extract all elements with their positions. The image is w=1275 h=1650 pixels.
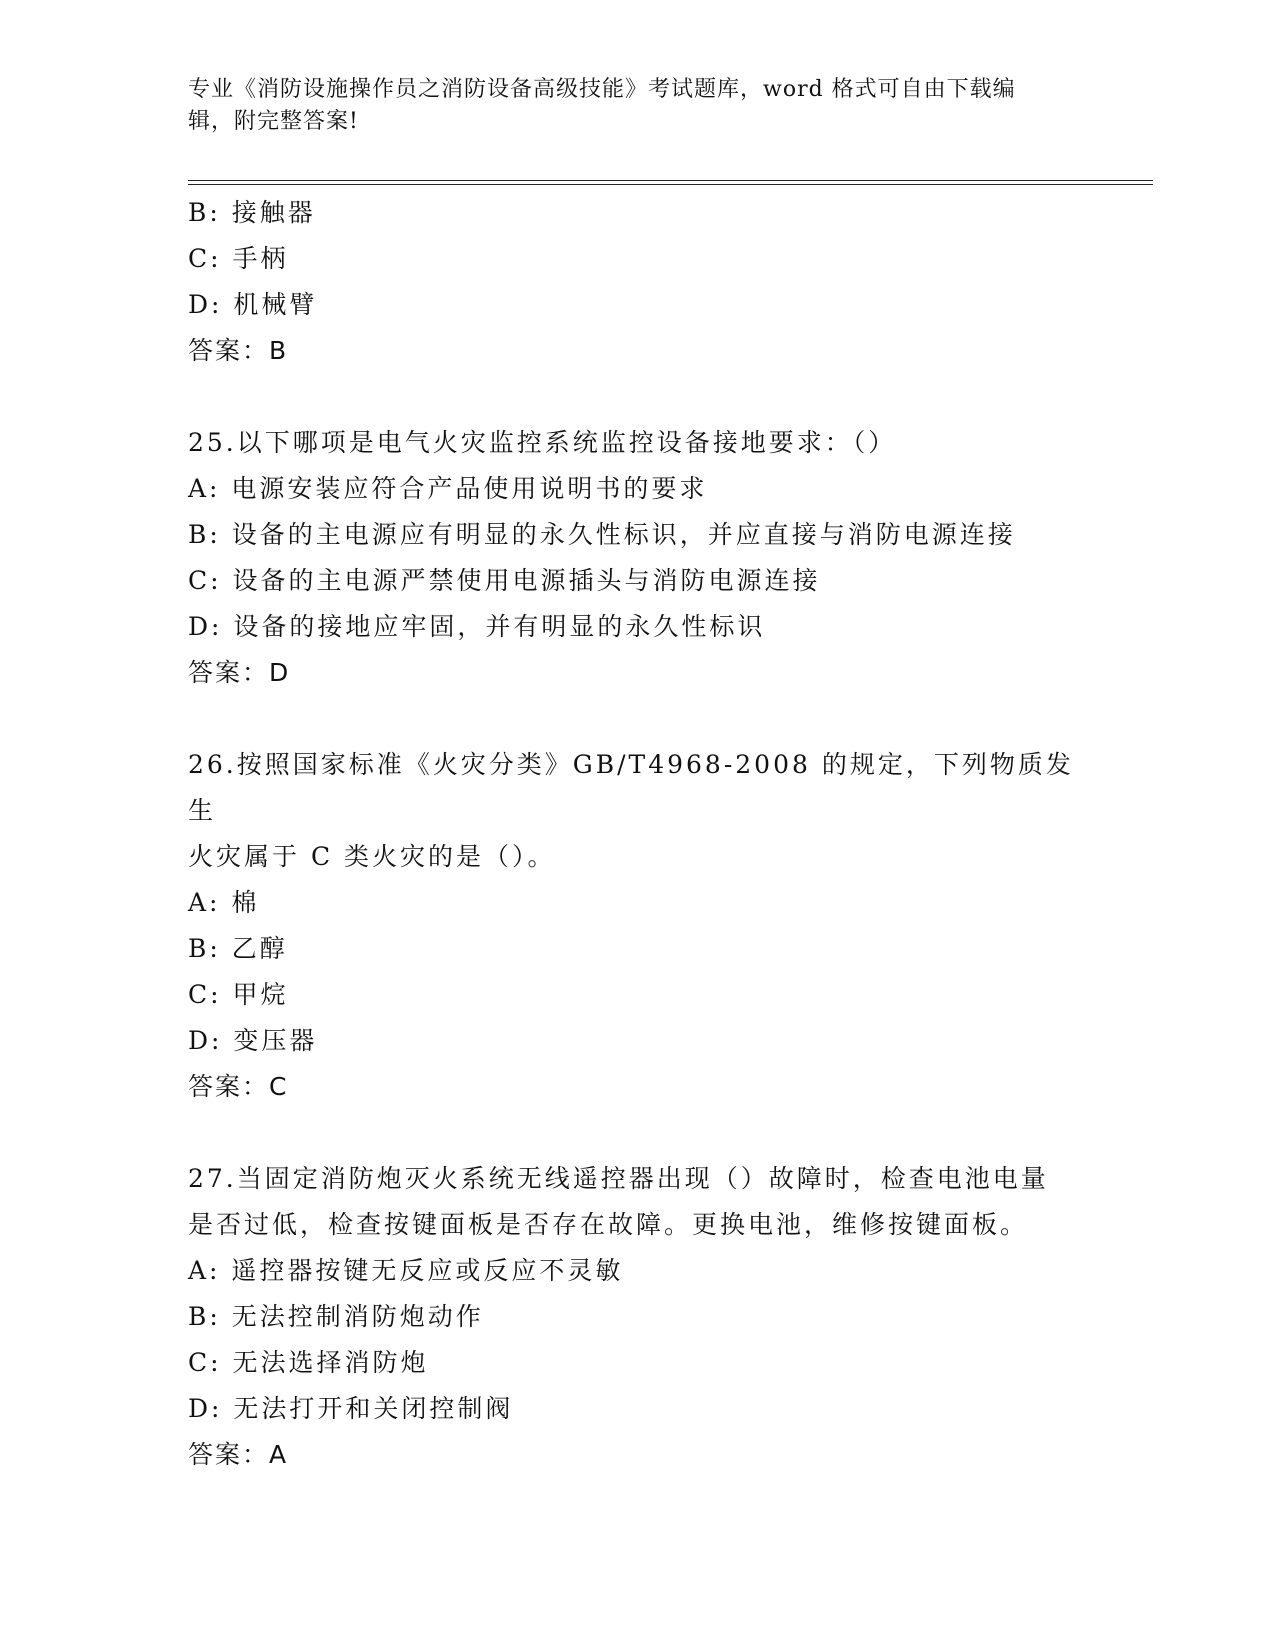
spacer xyxy=(188,374,1088,420)
option-c: C: 甲烷 xyxy=(188,980,289,1009)
option-b: B: 无法控制消防炮动作 xyxy=(188,1302,484,1331)
option-a: A: 遥控器按键无反应或反应不灵敏 xyxy=(188,1256,624,1285)
answer-line: 答案：B xyxy=(188,336,289,365)
option-b: B: 设备的主电源应有明显的永久性标识，并应直接与消防电源连接 xyxy=(188,520,1016,549)
option-c: C: 手柄 xyxy=(188,244,289,273)
question-25 xyxy=(188,420,1088,696)
question-27 xyxy=(188,1156,1088,1478)
header-line-2: 辑，附完整答案! xyxy=(188,109,359,134)
answer-line: 答案：D xyxy=(188,658,291,687)
question-content xyxy=(188,190,1088,1478)
header-divider-bottom xyxy=(188,184,1153,185)
option-c: C: 设备的主电源严禁使用电源插头与消防电源连接 xyxy=(188,566,821,595)
question-stem: 25.以下哪项是电气火灾监控系统监控设备接地要求：（） xyxy=(188,428,897,457)
question-stem-line-2: 火灾属于 C 类火灾的是（）。 xyxy=(188,842,556,871)
spacer xyxy=(188,1110,1088,1156)
option-b: B: 接触器 xyxy=(188,198,316,227)
option-a: A: 电源安装应符合产品使用说明书的要求 xyxy=(188,474,708,503)
option-d: D: 变压器 xyxy=(188,1026,318,1055)
option-a: A: 棉 xyxy=(188,888,260,917)
header-divider-top xyxy=(188,180,1153,181)
question-26 xyxy=(188,742,1088,1110)
question-stem-line-2: 是否过低，检查按键面板是否存在故障。更换电池，维修按键面板。 xyxy=(188,1210,1029,1239)
continued-question xyxy=(188,190,1088,374)
question-stem-line-1: 26.按照国家标准《火灾分类》GB/T4968-2008 的规定，下列物质发生 xyxy=(188,750,1074,825)
option-c: C: 无法选择消防炮 xyxy=(188,1348,429,1377)
option-d: D: 设备的接地应牢固，并有明显的永久性标识 xyxy=(188,612,766,641)
answer-line: 答案：C xyxy=(188,1072,289,1101)
option-d: D: 无法打开和关闭控制阀 xyxy=(188,1394,514,1423)
answer-line: 答案：A xyxy=(188,1440,289,1469)
document-header xyxy=(188,74,1068,138)
spacer xyxy=(188,696,1088,742)
question-stem-line-1: 27.当固定消防炮灭火系统无线遥控器出现（）故障时，检查电池电量 xyxy=(188,1164,1049,1193)
option-b: B: 乙醇 xyxy=(188,934,288,963)
option-d: D: 机械臂 xyxy=(188,290,318,319)
header-line-1: 专业《消防设施操作员之消防设备高级技能》考试题库，word 格式可自由下载编 xyxy=(188,77,1016,102)
